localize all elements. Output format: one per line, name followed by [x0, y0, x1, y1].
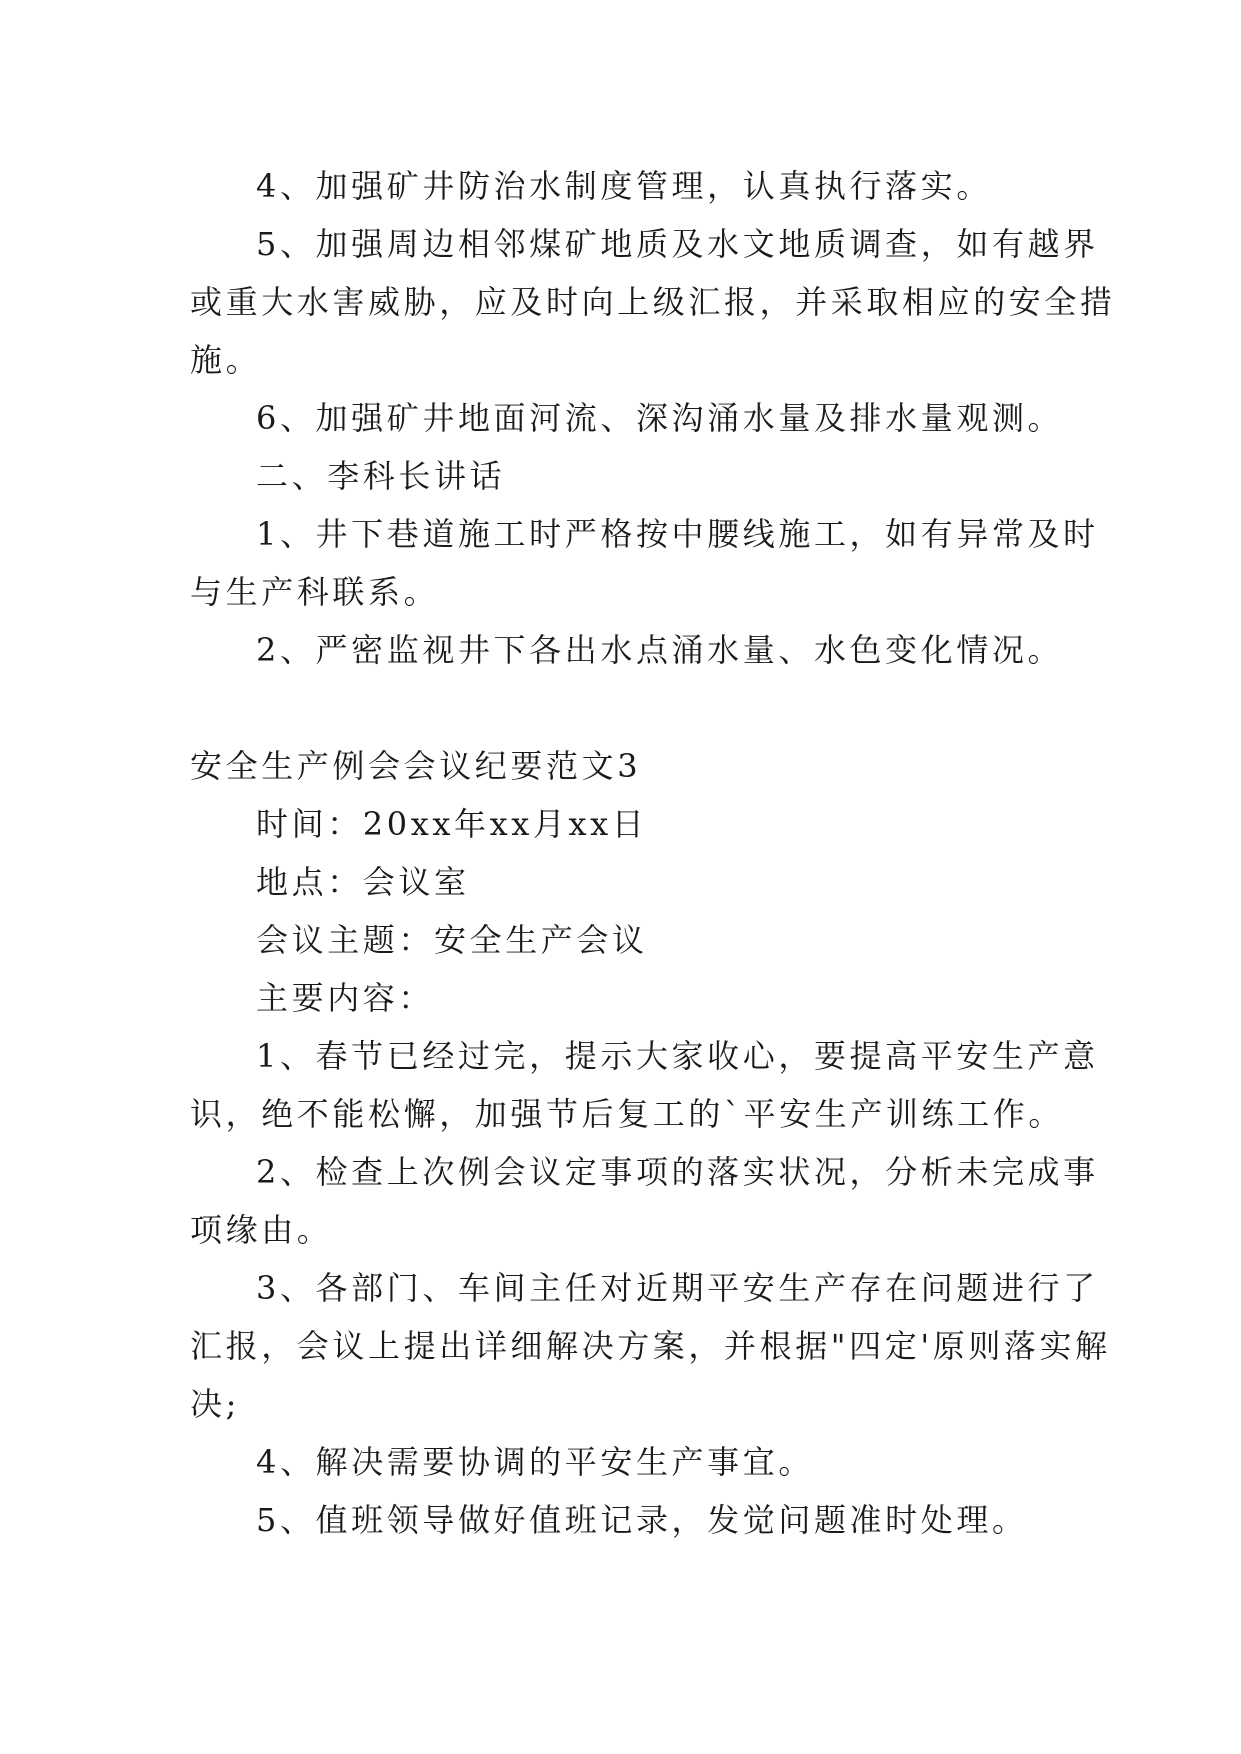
paragraph-5 — [190, 215, 1116, 389]
section-title — [190, 737, 1052, 795]
text-line: 与生产科联系。 — [190, 573, 440, 611]
text-line: 3、各部门、车间主任对近期平安生产存在问题进行了 — [256, 1269, 1099, 1307]
text-line: 决; — [190, 1385, 240, 1423]
content-item-1 — [190, 1027, 1099, 1143]
text-line: 会议主题：安全生产会议 — [256, 921, 648, 959]
text-line: 1、春节已经过完，提示大家收心，要提高平安生产意 — [256, 1037, 1099, 1075]
text-line: 6、加强矿井地面河流、深沟涌水量及排水量观测。 — [256, 399, 1064, 437]
text-line: 5、值班领导做好值班记录，发觉问题准时处理。 — [256, 1501, 1028, 1539]
paragraph-4 — [190, 157, 1052, 215]
text-line: 1、井下巷道施工时严格按中腰线施工，如有异常及时 — [256, 515, 1099, 553]
content-item-2 — [190, 1143, 1099, 1259]
main-content-heading — [190, 969, 1052, 1027]
text-line: 地点：会议室 — [256, 863, 470, 901]
content-item-3 — [190, 1259, 1111, 1433]
spacer — [190, 679, 1052, 737]
text-line: 或重大水害威胁，应及时向上级汇报，并采取相应的安全措 — [190, 283, 1116, 321]
section-title-line: 安全生产例会会议纪要范文3 — [190, 747, 642, 785]
section-heading-2 — [190, 447, 1052, 505]
meeting-place — [190, 853, 1052, 911]
text-line: 时间：20xx年xx月xx日 — [256, 805, 648, 843]
meeting-time — [190, 795, 1052, 853]
meeting-topic — [190, 911, 1052, 969]
content-item-5 — [190, 1491, 1052, 1549]
text-line: 识，绝不能松懈，加强节后复工的`平安生产训练工作。 — [190, 1095, 1065, 1133]
paragraph-q1 — [190, 505, 1099, 621]
content-item-4 — [190, 1433, 1052, 1491]
text-line: 4、加强矿井防治水制度管理，认真执行落实。 — [256, 167, 992, 205]
paragraph-q2 — [190, 621, 1064, 679]
paragraph-6 — [190, 389, 1064, 447]
heading-line: 二、李科长讲话 — [256, 457, 506, 495]
text-line: 2、严密监视井下各出水点涌水量、水色变化情况。 — [256, 631, 1064, 669]
text-line: 4、解决需要协调的平安生产事宜。 — [256, 1443, 814, 1481]
text-line: 5、加强周边相邻煤矿地质及水文地质调查，如有越界 — [256, 225, 1099, 263]
text-line: 汇报，会议上提出详细解决方案，并根据"四定'原则落实解 — [190, 1327, 1111, 1365]
text-line: 项缘由。 — [190, 1211, 333, 1249]
text-line: 主要内容： — [256, 979, 435, 1017]
document-body — [190, 157, 1116, 1549]
text-line: 施。 — [190, 341, 262, 379]
text-line: 2、检查上次例会议定事项的落实状况，分析未完成事 — [256, 1153, 1099, 1191]
